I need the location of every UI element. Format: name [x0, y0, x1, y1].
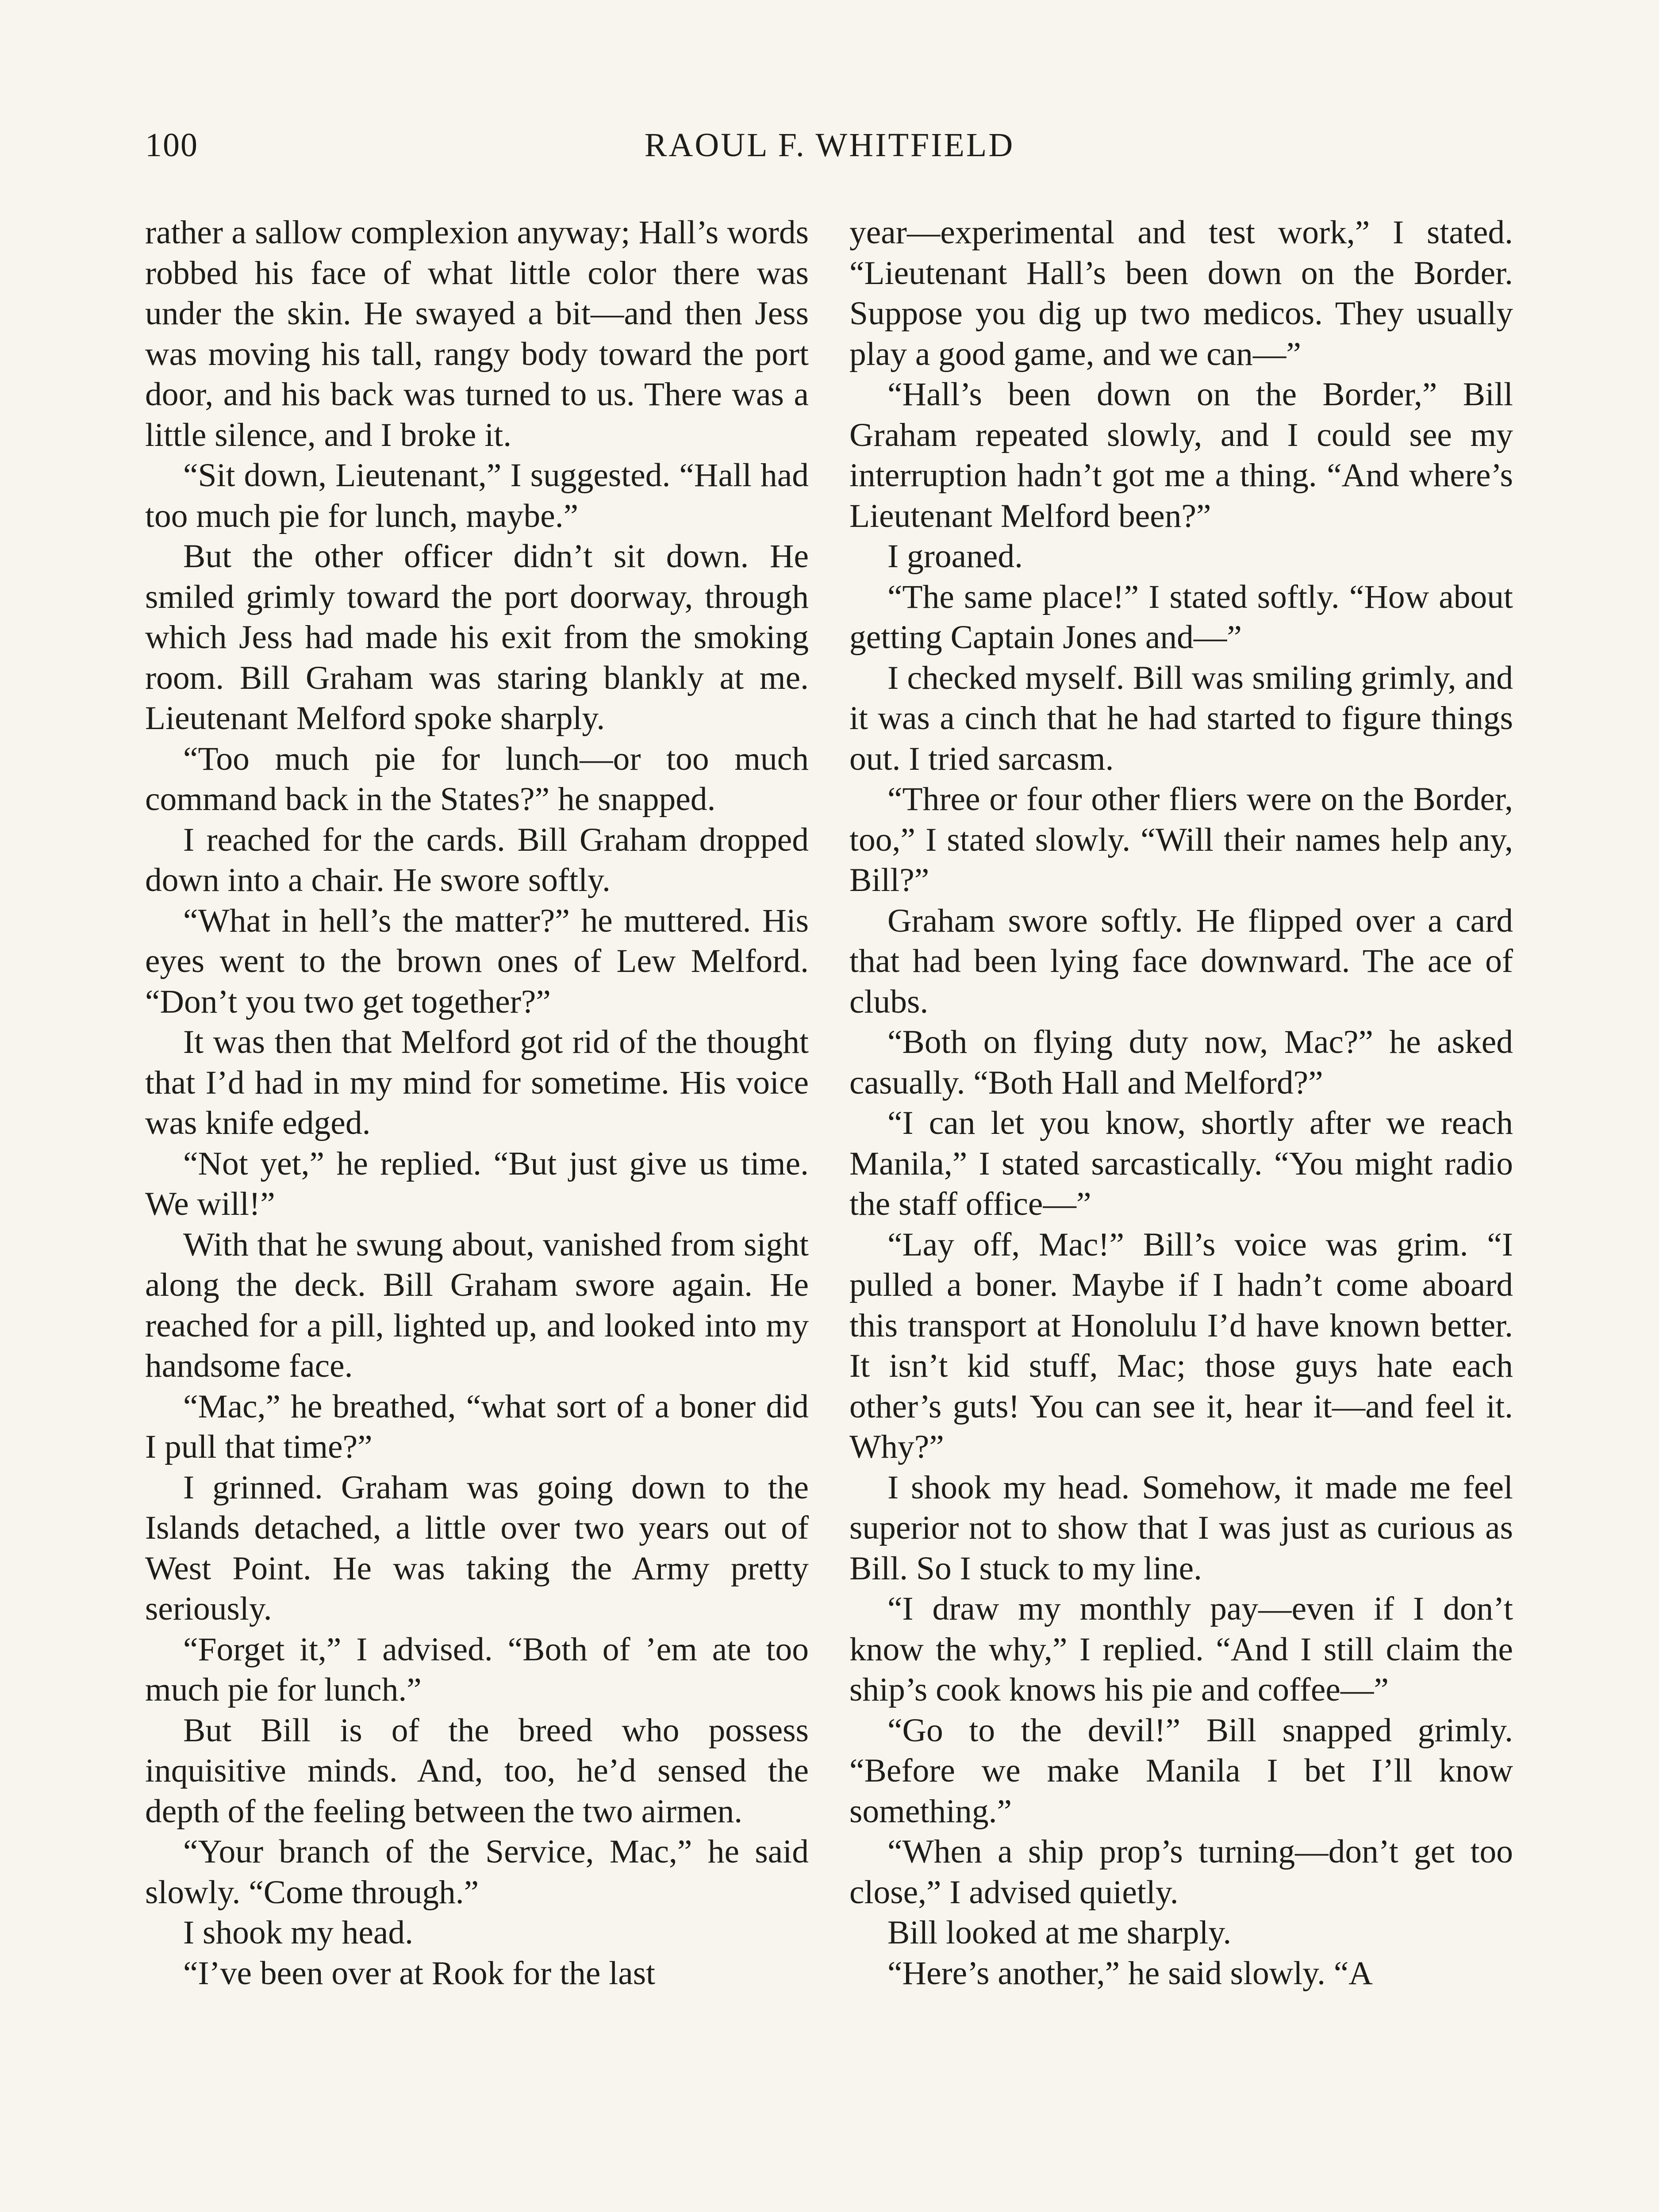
paragraph: Graham swore softly. He flipped over a card that had been lying face downward. The ace of clubs.: [849, 902, 1513, 1020]
paragraph: I grinned. Graham was going down to the Islands detached, a little over two years out of West Point. He was taking the Army pretty seriously.: [145, 1469, 809, 1627]
paragraph: I shook my head. Somehow, it made me feel superior not to show that I was just as curious as Bill. So I stuck to my line.: [849, 1469, 1513, 1587]
paragraph: Bill looked at me sharply.: [887, 1914, 1232, 1951]
paragraph: I reached for the cards. Bill Graham dropped down into a chair. He swore softly.: [145, 821, 809, 899]
paragraph: “Too much pie for lunch—or too much command back in the States?” he snapped.: [145, 740, 809, 818]
paragraph: I groaned.: [887, 538, 1023, 575]
paragraph: “Hall’s been down on the Border,” Bill Graham repeated slowly, and I could see my interruption hadn’t got me a thing. “And where’s Lieutenant Melford been?”: [849, 376, 1513, 534]
paragraph: “Three or four other fliers were on the Border, too,” I stated slowly. “Will their names help any, Bill?”: [849, 781, 1513, 899]
paragraph: “Forget it,” I advised. “Both of ’em ate too much pie for lunch.”: [145, 1631, 809, 1708]
paragraph: “Not yet,” he replied. “But just give us time. We will!”: [145, 1145, 809, 1222]
paragraph: “Go to the devil!” Bill snapped grimly. “Before we make Manila I bet I’ll know something.”: [849, 1712, 1513, 1830]
paragraph: “I’ve been over at Rook for the last: [183, 1955, 656, 1992]
paragraph: “Lay off, Mac!” Bill’s voice was grim. “I pulled a boner. Maybe if I hadn’t come aboard this transport at Honolulu I’d have known better. It isn’t kid stuff, Mac; those guys hate each other’s guts! You can see it, hear it—and feel it. Why?”: [849, 1226, 1513, 1465]
paragraph: “The same place!” I stated softly. “How about getting Captain Jones and—”: [849, 578, 1513, 656]
paragraph: “Sit down, Lieutenant,” I suggested. “Hall had too much pie for lunch, maybe.”: [145, 457, 809, 534]
paragraph: It was then that Melford got rid of the thought that I’d had in my mind for sometime. His voice was knife edged.: [145, 1024, 809, 1141]
paragraph: “I draw my monthly pay—even if I don’t know the why,” I replied. “And I still claim the ship’s cook knows his pie and coffee—”: [849, 1590, 1513, 1708]
author-name: RAOUL F. WHITFIELD: [644, 127, 1015, 164]
paragraph: year—experimental and test work,” I stated. “Lieutenant Hall’s been down on the Border. Suppose you dig up two medicos. They usually play a good game, and we can—”: [849, 214, 1513, 373]
paragraph: “Your branch of the Service, Mac,” he said slowly. “Come through.”: [145, 1833, 809, 1911]
page-number: 100: [145, 127, 198, 164]
paragraph: I checked myself. Bill was smiling grimly, and it was a cinch that he had started to figure things out. I tried sarcasm.: [849, 659, 1513, 777]
paragraph: With that he swung about, vanished from sight along the deck. Bill Graham swore again. He reached for a pill, lighted up, and looked into my handsome face.: [145, 1226, 809, 1384]
paragraph: “When a ship prop’s turning—don’t get too close,” I advised quietly.: [849, 1833, 1513, 1911]
text-column-left: [145, 212, 809, 1993]
text-column-right: [849, 212, 1513, 1993]
running-header: [145, 126, 1514, 175]
paragraph: “I can let you know, shortly after we reach Manila,” I stated sarcastically. “You might radio the staff office—”: [849, 1105, 1513, 1222]
paragraph: But the other officer didn’t sit down. He smiled grimly toward the port doorway, through which Jess had made his exit from the smoking room. Bill Graham was staring blankly at me. Lieutenant Melford spoke sharply.: [145, 538, 809, 737]
paragraph: “Here’s another,” he said slowly. “A: [887, 1955, 1373, 1992]
paragraph: “Both on flying duty now, Mac?” he asked casually. “Both Hall and Melford?”: [849, 1024, 1513, 1101]
paragraph: “What in hell’s the matter?” he muttered. His eyes went to the brown ones of Lew Melford. “Don’t you two get together?”: [145, 902, 809, 1020]
paragraph: I shook my head.: [183, 1914, 414, 1951]
paragraph: But Bill is of the breed who possess inquisitive minds. And, too, he’d sensed the depth of the feeling between the two airmen.: [145, 1712, 809, 1830]
paragraph: rather a sallow complexion anyway; Hall’s words robbed his face of what little color there was under the skin. He swayed a bit—and then Jess was moving his tall, rangy body toward the port door, and his back was turned to us. There was a little silence, and I broke it.: [145, 214, 809, 453]
paragraph: “Mac,” he breathed, “what sort of a boner did I pull that time?”: [145, 1388, 809, 1465]
